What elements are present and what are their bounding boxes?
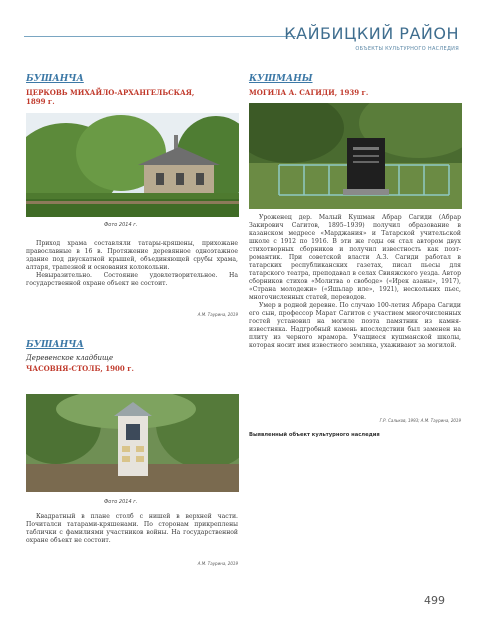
paragraph: Квадратный в плане столб с нишей в верхней части. Почиталси татарами-кряшенами. По сторонам прикреплены таблички с фамилиями участников войны. На государственной охране объект не состоит. [26,513,238,544]
photo-caption: Фото 2014 г. [104,499,138,505]
object-location: Деревенское кладбище [26,354,114,362]
chapel-photo [26,394,239,492]
object-title: МОГИЛА А. САГИДИ, 1939 г. [249,88,369,97]
church-photo-image [26,113,239,217]
author-credit: А.М. Таурина, 2019 [197,561,238,566]
object-title: ЧАСОВНЯ-СТОЛБ, 1900 г. [26,364,134,373]
left-section2-heading [26,340,240,373]
paragraph: Умер в родной деревне. По случаю 100-летия Абрара Сагиди его сын, профессор Марат Сагитов с участием многочисленных гостей установил на могиле поэта памятник из камня-известняка. Надгробный камень впоследствии был заменен на плиту из черного мрамора. Учащиеся кушманской школы, которая носит имя известного земляка, ухаживают за могилой. [249,302,461,349]
grave-photo [249,103,462,209]
right-section-heading [249,74,462,97]
chapel-photo-image [26,394,239,492]
paragraph: Невыразительно. Состояние удовлетворительное. На государственной охране объект не состоит. [26,272,238,287]
left-text-block-1 [26,240,238,288]
left-text-block-2 [26,513,238,545]
page-header-subtitle: ОБЪЕКТЫ КУЛЬТУРНОГО НАСЛЕДИЯ [355,46,459,52]
object-title-year: 1899 г. [26,97,55,106]
author-credit: Г.Р. Сальков, 1993; А.М. Таурина, 2019 [379,418,461,423]
page-header-title: КАЙБИЦКИЙ РАЙОН [284,24,459,43]
village-name: КУШМАНЫ [249,74,313,84]
photo-caption: Фото 2014 г. [104,222,138,228]
church-photo [26,113,239,217]
village-name: БУШАНЧА [26,74,84,84]
right-text-block [249,214,461,350]
author-credit: А.М. Таурина, 2019 [197,312,238,317]
heritage-status: Выявленный объект культурного наследия [249,432,380,438]
village-name: БУШАНЧА [26,340,84,350]
header-rule [24,36,296,37]
object-title: ЦЕРКОВЬ МИХАЙЛО-АРХАНГЕЛЬСКАЯ, [26,88,195,97]
grave-photo-image [249,103,462,209]
paragraph: Уроженец дер. Малый Кушман Абрар Сагиди (Абрар Закирович Сагитов, 1895–1939) получил образование в казанском медресе «Марджания» и Татарской учительской школе с 1912 по 1916. В эти же годы он стал автором двух стихотворных сборников и получил известность как поэт-романтик. При советской власти А.З. Сагиди работал в татарских республиканских газетах, писал пьесы для татарского театра, преподавал в селах Свияжского уезда. Автор сборников стихов «Молитва о свободе» («Ирек азаны», 1917), «Страна молодежи» («Яшьлар иле», 1921), нескольких пьес, многочисленных статей, переводов. [249,214,461,301]
paragraph: Приход храма составляли татары-кряшены, прихожане православные в 16 в. Протяжение деревянное одноэтажное здание под двускатной крышей, объединяющей срубы храма, алтаря, трапезной и основания колокольни. [26,240,238,271]
left-section1-heading [26,74,240,106]
page-number: 499 [424,594,445,607]
